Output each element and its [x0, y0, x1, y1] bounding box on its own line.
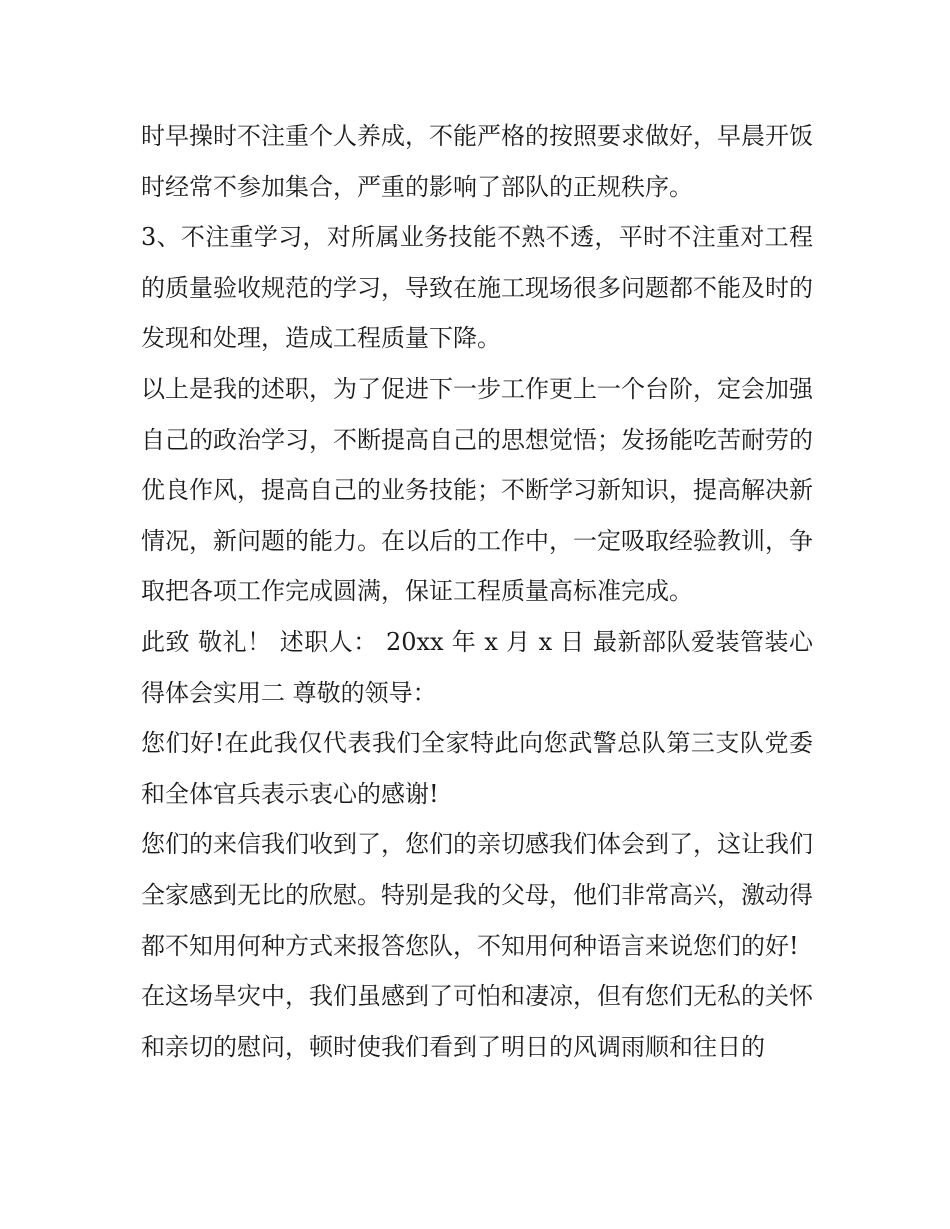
document-body — [141, 111, 813, 1072]
paragraph-drought: 在这场旱灾中，我们虽感到了可怕和凄凉，但有您们无私的关怀和亲切的慰问，顿时使我们看到了明日的风调雨顺和往日的 — [141, 982, 813, 1061]
paragraph-closing-and-new-title: 此致 敬礼！ 述职人： 20xx 年 x 月 x 日 最新部队爱装管装心得体会实用二 尊敬的领导： — [141, 627, 813, 707]
paragraph-conclusion: 以上是我的述职，为了促进下一步工作更上一个台阶，定会加强自己的政治学习，不断提高自己的思想觉悟；发扬能吃苦耐劳的优良作风，提高自己的业务技能；不断学习新知识，提高解决新情况，新问题的能力。在以后的工作中，一定吸取经验教训，争取把各项工作完成圆满，保证工程质量高标准完成。 — [141, 374, 813, 606]
paragraph-letter-received: 您们的来信我们收到了，您们的亲切感我们体会到了，这让我们全家感到无比的欣慰。特别是我的父母，他们非常高兴，激动得都不知用何种方式来报答您队，不知用何种语言来说您们的好! — [141, 830, 813, 960]
paragraph-greeting-thanks: 您们好!在此我仅代表我们全家特此向您武警总队第三支队党委和全体官兵表示衷心的感谢! — [141, 729, 813, 808]
paragraph-conduct-continued: 时早操时不注重个人养成，不能严格的按照要求做好，早晨开饭时经常不参加集合，严重的影响了部队的正规秩序。 — [141, 122, 813, 201]
paragraph-study-issue: 3、不注重学习，对所属业务技能不熟不透，平时不注重对工程的质量验收规范的学习，导致在施工现场很多问题都不能及时的发现和处理，造成工程质量下降。 — [141, 223, 813, 353]
